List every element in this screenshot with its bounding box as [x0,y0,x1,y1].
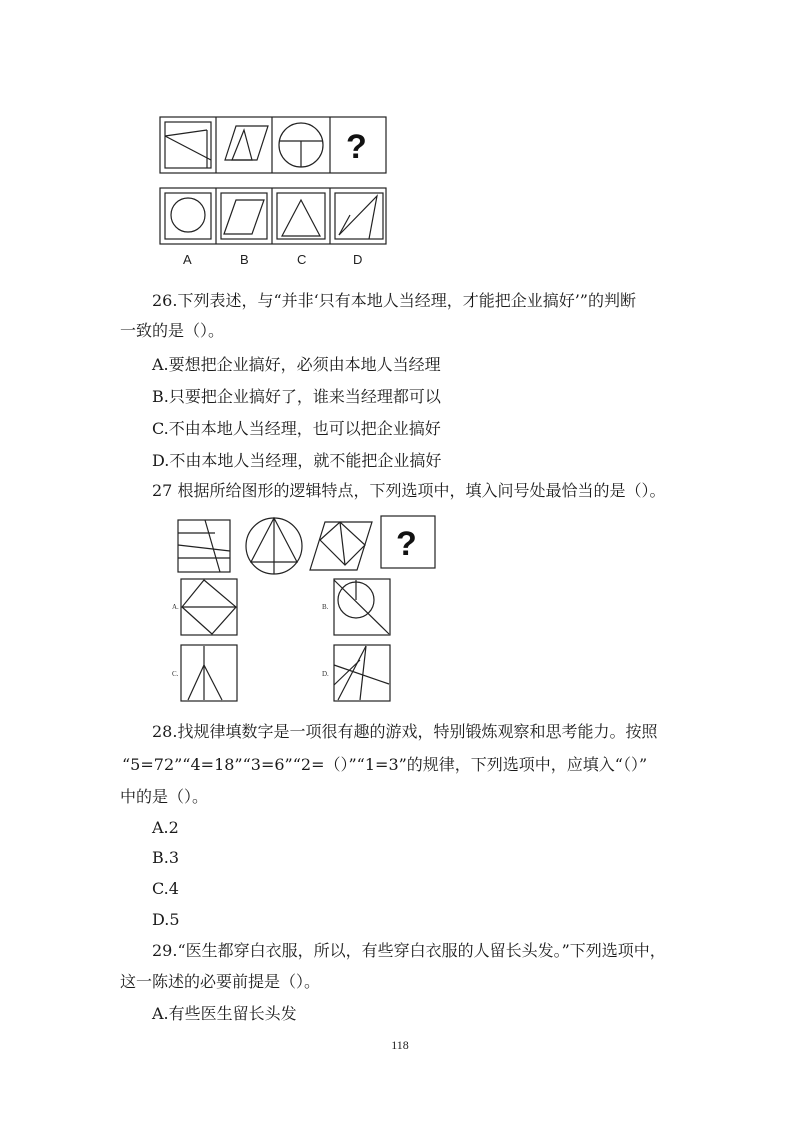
q28-option-d: D.5 [152,910,180,929]
q28-stem-line1: 28.找规律填数字是一项很有趣的游戏，特别锻炼观察和思考能力。按照 [152,722,658,741]
q27-option-c-shape [181,645,237,701]
q28-stem-line3: 中的是（）。 [120,787,209,806]
q28-option-a: A.2 [152,818,179,837]
q28-option-c: C.4 [152,879,179,898]
fig25-question-mark: ? [346,128,367,166]
q29-stem-line2: 这一陈述的必要前提是（）。 [120,972,321,991]
q27-option-label-b: B. [322,603,329,611]
q27-option-label-c: C. [172,670,179,678]
q29-option-a: A.有些医生留长头发 [152,1004,297,1023]
q27-option-label-d: D. [322,670,329,678]
q27-question-mark: ? [396,525,417,563]
q26-option-a: A.要想把企业搞好，必须由本地人当经理 [152,355,441,374]
q28-option-b: B.3 [152,848,180,867]
q26-option-d: D.不由本地人当经理，就不能把企业搞好 [152,451,442,470]
q29-stem-line1: 29.“医生都穿白衣服，所以，有些穿白衣服的人留长头发。”下列选项中， [152,941,666,960]
q26-stem-line1: 26.下列表述，与“并非‘只有本地人当经理，才能把企业搞好’”的判断 [152,291,636,310]
q28-stem-line2: “5=72”“4=18”“3=6”“2=（）”“1=3”的规律，下列选项中，应填入“（）” [122,755,648,774]
q27-option-label-a: A. [172,603,179,611]
q27-stem: 27 根据所给图形的逻辑特点，下列选项中，填入问号处最恰当的是（）。 [152,481,666,500]
q26-option-b: B.只要把企业搞好了，谁来当经理都可以 [152,387,441,406]
fig25-option-label-d: D [353,252,363,267]
page-number: 118 [391,1038,409,1052]
fig25-option-label-b: B [240,252,249,267]
q26-option-c: C.不由本地人当经理，也可以把企业搞好 [152,419,441,438]
q26-stem-line2: 一致的是（）。 [120,321,225,340]
fig25-option-label-a: A [183,252,192,267]
fig25-option-label-c: C [297,252,307,267]
